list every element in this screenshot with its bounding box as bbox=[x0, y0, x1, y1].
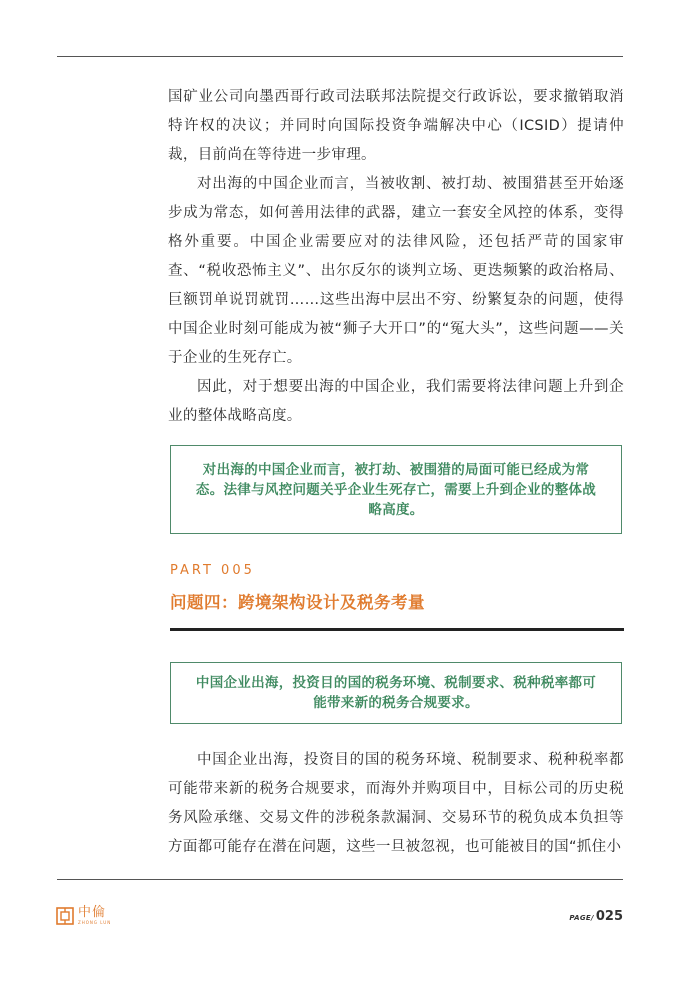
footer-rule bbox=[57, 879, 623, 880]
page-number-value: 025 bbox=[595, 909, 623, 924]
section-rule bbox=[170, 628, 624, 631]
body-block-2 bbox=[168, 746, 624, 862]
paragraph-risks: 对出海的中国企业而言，当被收割、被打劫、被围猎甚至开始逐步成为常态，如何善用法律的武器，建立一套安全风控的体系，变得格外重要。中国企业需要应对的法律风险，还包括严苛的国家审查、“税收恐怖主义”、出尔反尔的谈判立场、更迭频繁的政治格局、巨额罚单说罚就罚……这些出海中层出不穷、纷繁复杂的问题，使得中国企业时刻可能成为被“狮子大开口”的“冤大头”，这些问题——关于企业的生死存亡。 bbox=[168, 176, 624, 366]
zhonglun-logo-icon bbox=[56, 907, 74, 925]
body-block-1 bbox=[168, 83, 624, 431]
zhonglun-logo bbox=[56, 906, 111, 925]
header-rule bbox=[57, 56, 623, 57]
pull-quote-2-text: 中国企业出海，投资目的国的税务环境、税制要求、税种税率都可能带来新的税务合规要求。 bbox=[195, 675, 597, 711]
paragraph-continued: 国矿业公司向墨西哥行政司法联邦法院提交行政诉讼，要求撤销取消特许权的决议；并同时向国际投资争端解决中心（ICSID）提请仲裁，目前尚在等待进一步审理。 bbox=[168, 89, 624, 163]
page-label: PAGE/ bbox=[569, 914, 594, 922]
page-number bbox=[569, 909, 623, 924]
part-label: PART 005 bbox=[170, 563, 255, 578]
logo-name-en: ZHONG LUN bbox=[78, 920, 112, 925]
paragraph-tax: 中国企业出海，投资目的国的税务环境、税制要求、税种税率都可能带来新的税务合规要求，而海外并购项目中，目标公司的历史税务风险承继、交易文件的涉税条款漏洞、交易环节的税负成本负担等方面都可能存在潜在问题，这些一旦被忽视，也可能被目的国“抓住小 bbox=[168, 752, 624, 855]
pull-quote-2 bbox=[170, 662, 622, 724]
paragraph-conclusion: 因此，对于想要出海的中国企业，我们需要将法律问题上升到企业的整体战略高度。 bbox=[168, 379, 624, 424]
logo-name-cn: 中倫 bbox=[78, 905, 107, 920]
pull-quote-1 bbox=[170, 445, 622, 534]
pull-quote-1-text: 对出海的中国企业而言，被打劫、被围猎的局面可能已经成为常态。法律与风控问题关乎企业生死存亡，需要上升到企业的整体战略高度。 bbox=[195, 461, 597, 518]
section-title: 问题四：跨境架构设计及税务考量 bbox=[170, 593, 425, 612]
